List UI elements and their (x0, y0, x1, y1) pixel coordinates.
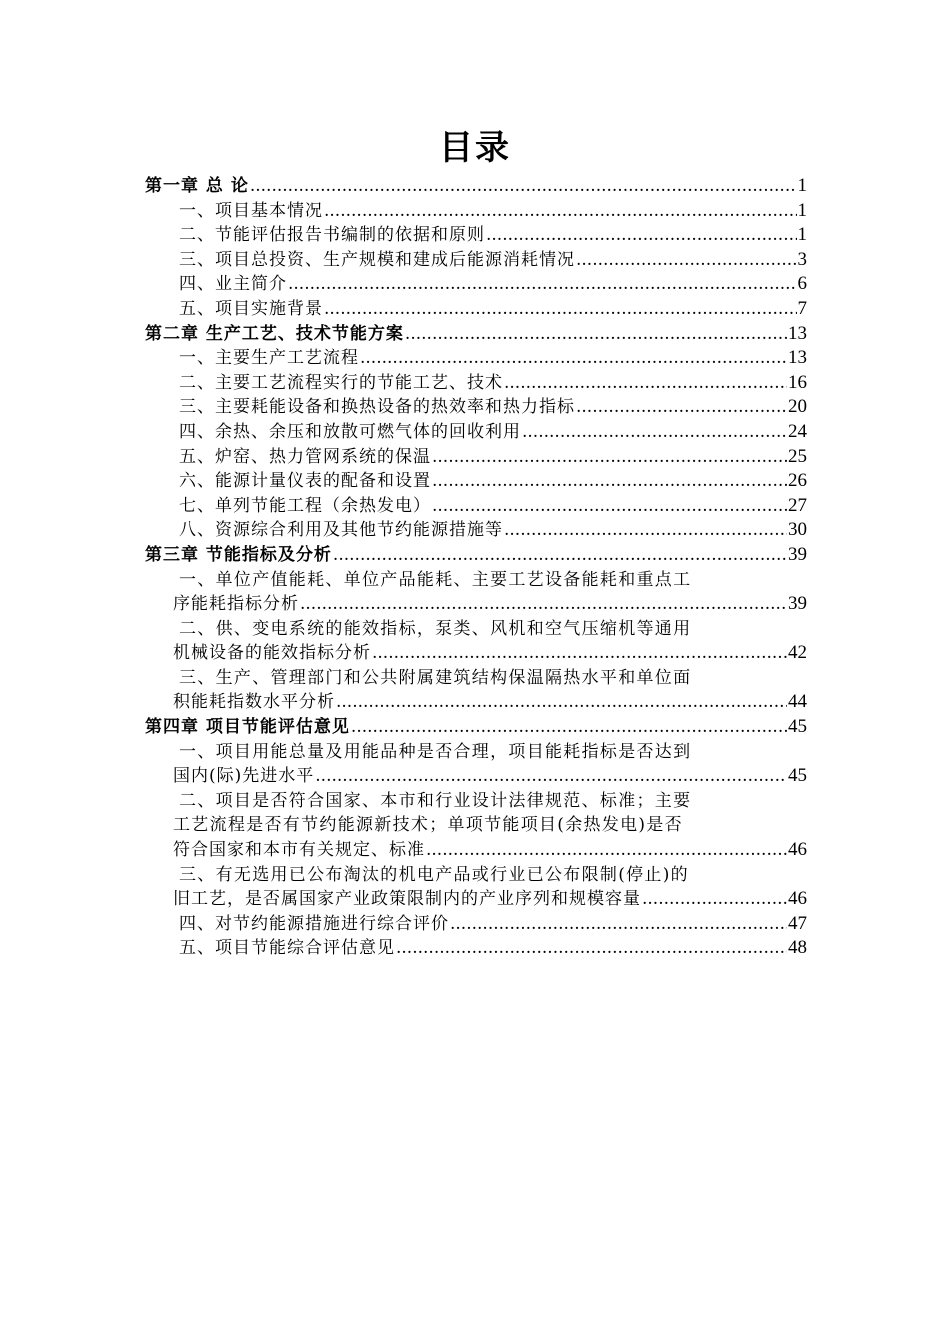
toc-page-number: 26 (788, 470, 807, 492)
toc-entry-ch1-s5[interactable] (145, 297, 807, 322)
toc-entry-label: 第三章 节能指标及分析 (145, 544, 332, 565)
toc-entry-label: 七、单列节能工程（余热发电） (179, 495, 431, 516)
toc-entry-ch4-s4[interactable] (145, 912, 807, 937)
toc-entry-label-line2: 机械设备的能效指标分析 (173, 643, 371, 664)
toc-entry-ch4-s3[interactable] (145, 863, 807, 912)
toc-entry-ch2-s8[interactable] (145, 518, 807, 543)
dot-leader (642, 887, 787, 912)
toc-entry-label-line3: 符合国家和本市有关规定、标准 (173, 840, 425, 861)
toc-entry-ch2-s2[interactable] (145, 371, 807, 396)
dot-leader (432, 469, 787, 494)
toc-page-number: 45 (788, 765, 807, 787)
dot-leader (450, 912, 787, 937)
toc-entry-ch2-s6[interactable] (145, 469, 807, 494)
dot-leader (300, 592, 787, 617)
toc-entry-label-line2: 积能耗指数水平分析 (173, 692, 335, 713)
toc-entry-ch2-s1[interactable] (145, 346, 807, 371)
toc-entry-label: 八、资源综合利用及其他节约能源措施等 (179, 520, 503, 541)
dot-leader (486, 223, 797, 248)
page-title: 目录 (439, 128, 511, 168)
toc-chapter-3[interactable] (145, 543, 807, 568)
toc-entry-label: 五、项目节能综合评估意见 (179, 938, 395, 959)
toc-page-number: 1 (797, 224, 807, 246)
toc-page-number: 25 (788, 445, 807, 467)
dot-leader (432, 445, 787, 470)
toc-page-number: 13 (788, 322, 807, 344)
toc-page-number: 6 (797, 273, 807, 295)
dot-leader (504, 371, 787, 396)
dot-leader (351, 715, 787, 740)
toc-entry-label-line1: 一、项目用能总量及用能品种是否合理，项目能耗指标是否达到 (179, 741, 692, 762)
toc-page-number: 39 (788, 543, 807, 565)
dot-leader (576, 395, 787, 420)
toc-page-number: 7 (797, 297, 807, 319)
toc-entry-ch1-s4[interactable] (145, 272, 807, 297)
toc-entry-label: 第四章 项目节能评估意见 (145, 717, 350, 738)
toc-page-number: 1 (797, 199, 807, 221)
toc-page-number: 20 (788, 396, 807, 418)
toc-entry-label: 三、项目总投资、生产规模和建成后能源消耗情况 (179, 249, 575, 270)
toc-entry-ch4-s5[interactable] (145, 936, 807, 961)
toc-entry-label: 五、项目实施背景 (179, 298, 323, 319)
toc-entry-ch2-s3[interactable] (145, 395, 807, 420)
toc-entry-label: 四、余热、余压和放散可燃气体的回收利用 (179, 421, 521, 442)
toc-entry-label: 四、对节约能源措施进行综合评价 (179, 913, 449, 934)
toc-page-number: 27 (788, 494, 807, 516)
toc-entry-ch2-s5[interactable] (145, 445, 807, 470)
dot-leader (333, 543, 787, 568)
toc-page-number: 1 (797, 175, 807, 196)
dot-leader (432, 494, 787, 519)
toc-entry-label-line2: 国内(际)先进水平 (173, 766, 315, 787)
toc-entry-label: 一、主要生产工艺流程 (179, 348, 359, 369)
toc-entry-ch1-s2[interactable] (145, 223, 807, 248)
toc-entry-ch2-s7[interactable] (145, 494, 807, 519)
toc-entry-label-line1: 一、单位产值能耗、单位产品能耗、主要工艺设备能耗和重点工 (179, 569, 692, 590)
dot-leader (372, 641, 787, 666)
toc-entry-ch4-s1[interactable] (145, 740, 807, 789)
toc-entry-label-line1: 三、有无选用已公布淘汰的机电产品或行业已公布限制(停止)的 (179, 864, 689, 885)
dot-leader (396, 936, 787, 961)
toc-entry-label: 三、主要耗能设备和换热设备的热效率和热力指标 (179, 397, 575, 418)
toc-chapter-4[interactable] (145, 715, 807, 740)
toc-entry-ch3-s3[interactable] (145, 666, 807, 715)
toc-entry-label: 四、业主简介 (179, 274, 287, 295)
toc-entry-ch3-s1[interactable] (145, 568, 807, 617)
dot-leader (405, 322, 787, 347)
toc-page-number: 46 (788, 839, 807, 861)
toc-chapter-2[interactable] (145, 322, 807, 347)
dot-leader (250, 174, 797, 199)
toc-entry-ch4-s2[interactable] (145, 789, 807, 863)
toc-page-number: 24 (788, 420, 807, 442)
dot-leader (360, 346, 787, 371)
toc-page-number: 45 (788, 716, 807, 738)
toc-page-number: 47 (788, 912, 807, 934)
dot-leader (315, 764, 787, 789)
toc-entry-label-line1: 三、生产、管理部门和公共附属建筑结构保温隔热水平和单位面 (179, 667, 692, 688)
toc-page-number: 46 (788, 888, 807, 910)
dot-leader (324, 297, 797, 322)
toc-entry-label: 六、能源计量仪表的配备和设置 (179, 471, 431, 492)
toc-page-number: 3 (797, 248, 807, 270)
toc-page-number: 13 (788, 347, 807, 369)
dot-leader (576, 248, 797, 273)
toc-entry-label-line1: 二、供、变电系统的能效指标，泵类、风机和空气压缩机等通用 (179, 618, 692, 639)
toc-entry-label: 五、炉窑、热力管网系统的保温 (179, 446, 431, 467)
toc-entry-label: 第一章 总 论 (145, 176, 249, 196)
toc-entry-ch2-s4[interactable] (145, 420, 807, 445)
toc-entry-label-line1: 二、项目是否符合国家、本市和行业设计法律规范、标准；主要 (179, 790, 692, 811)
table-of-contents (145, 174, 807, 961)
toc-entry-label: 一、项目基本情况 (179, 200, 323, 221)
toc-page-number: 16 (788, 371, 807, 393)
dot-leader (336, 690, 787, 715)
toc-page-number: 44 (788, 691, 807, 713)
dot-leader (522, 420, 787, 445)
toc-entry-label-line2: 旧工艺，是否属国家产业政策限制内的产业序列和规模容量 (173, 889, 641, 910)
toc-page-number: 42 (788, 642, 807, 664)
toc-chapter-1[interactable] (145, 174, 807, 199)
toc-entry-label: 二、主要工艺流程实行的节能工艺、技术 (179, 372, 503, 393)
toc-entry-label-line2: 工艺流程是否有节约能源新技术；单项节能项目(余热发电)是否 (173, 815, 683, 836)
dot-leader (288, 272, 797, 297)
toc-entry-label: 第二章 生产工艺、技术节能方案 (145, 323, 404, 344)
toc-page-number: 30 (788, 519, 807, 541)
toc-entry-ch1-s3[interactable] (145, 248, 807, 273)
dot-leader (324, 199, 797, 224)
toc-page-number: 39 (788, 593, 807, 615)
dot-leader (504, 518, 787, 543)
toc-entry-label: 二、节能评估报告书编制的依据和原则 (179, 225, 485, 246)
toc-page-number: 48 (788, 937, 807, 959)
dot-leader (426, 838, 787, 863)
toc-entry-label-line2: 序能耗指标分析 (173, 594, 299, 615)
toc-entry-ch1-s1[interactable] (145, 199, 807, 224)
toc-entry-ch3-s2[interactable] (145, 617, 807, 666)
